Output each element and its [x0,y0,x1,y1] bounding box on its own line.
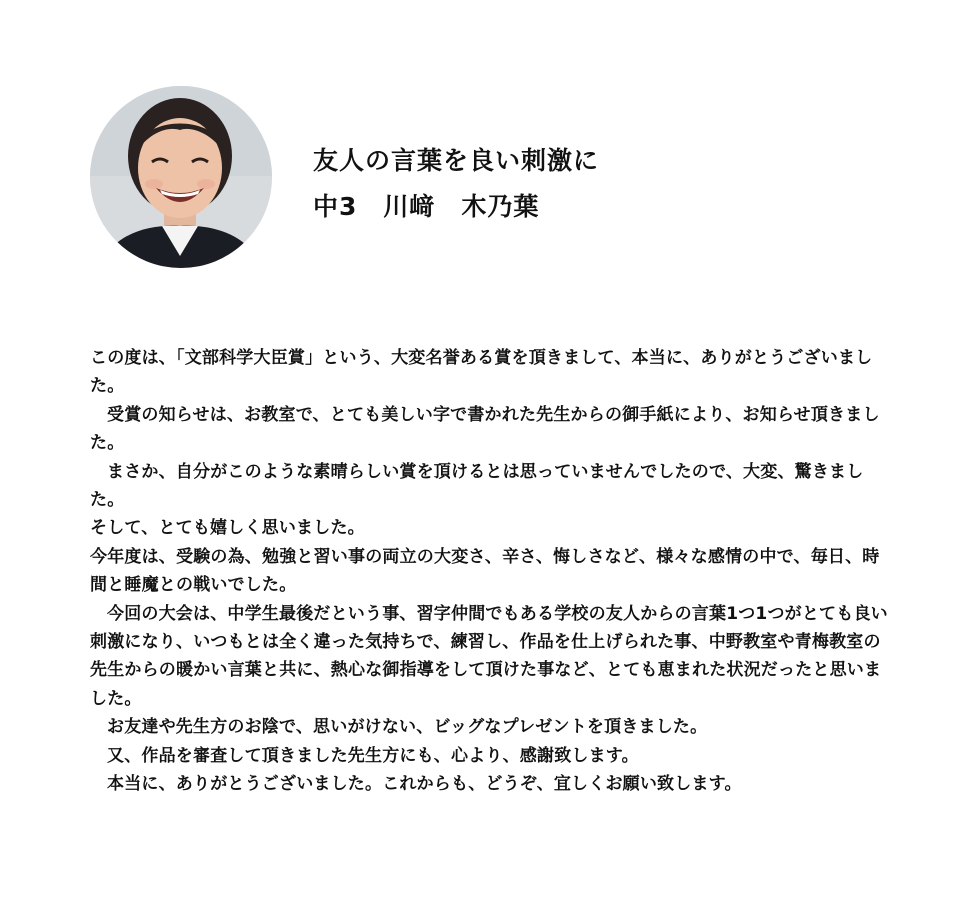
paragraph: 受賞の知らせは、お教室で、とても美しい字で書かれた先生からの御手紙により、お知らせ頂きました。 [90,404,880,454]
essay-body [90,344,890,799]
header [90,86,870,268]
paragraph: この度は、「文部科学大臣賞」という、大変名誉ある賞を頂きまして、本当に、ありがとうございました。 [90,348,873,397]
title-block [313,138,853,230]
paragraph: 又、作品を審査して頂きました先生方にも、心より、感謝致します。 [107,745,639,766]
paragraph: 今回の大会は、中学生最後だという事、習字仲間でもある学校の友人からの言葉1つ1つがとても良い刺激になり、いつもとは全く違った気持ちで、練習し、作品を仕上げられた事、中野教室や青梅教室の先生からの暖かい言葉と共に、熱心な御指導をして頂けた事など、とても恵まれた状況だったと思いました。 [90,603,888,709]
paragraph: お友達や先生方のお陰で、思いがけない、ビッグなプレゼントを頂きました。 [107,717,708,738]
avatar [90,86,272,268]
student-portrait-image [90,86,272,268]
paragraph: 今年度は、受験の為、勉強と習い事の両立の大変さ、辛さ、悔しさなど、様々な感情の中で、毎日、時間と睡魔との戦いでした。 [90,546,880,596]
paragraph: まさか、自分がこのような素晴らしい賞を頂けるとは思っていませんでしたので、大変、驚きました。 [90,461,864,511]
author-line: 中3 川﨑 木乃葉 [313,192,540,221]
article-title: 友人の言葉を良い刺激に [313,146,600,175]
paragraph: そして、とても嬉しく思いました。 [90,518,365,539]
paragraph: 本当に、ありがとうございました。これからも、どうぞ、宜しくお願い致します。 [107,774,742,795]
